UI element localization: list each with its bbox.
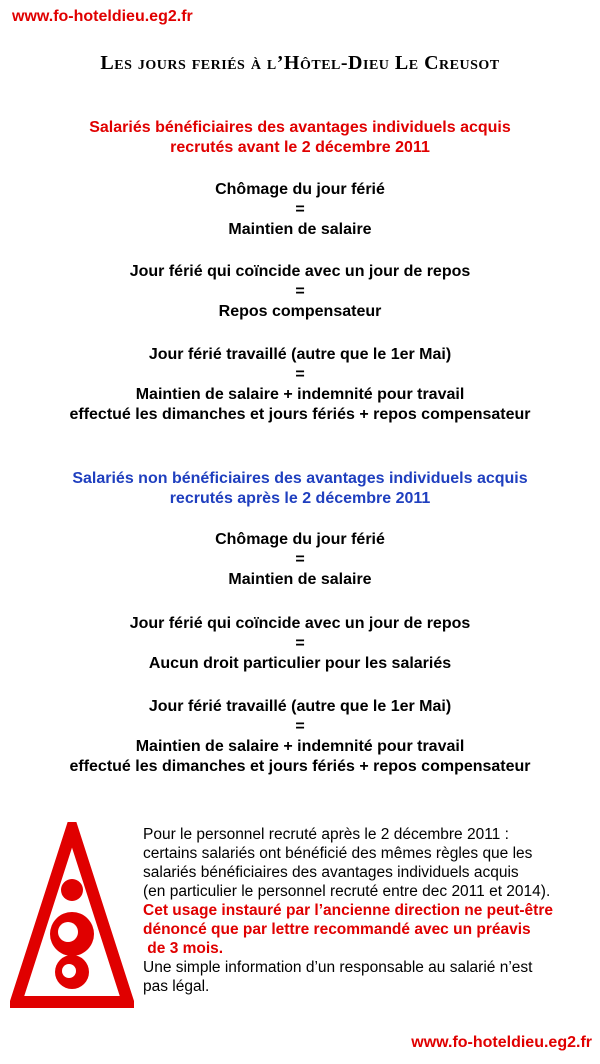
section1-heading-line: recrutés avant le 2 décembre 2011 — [170, 139, 430, 156]
warning-triangle-icon — [10, 822, 134, 1010]
section2-rule1 — [0, 530, 600, 590]
note-closing-line: pas légal. — [143, 978, 210, 995]
rule-line: = — [295, 366, 305, 383]
rule-line: Jour férié qui coïncide avec un jour de repos — [129, 615, 471, 632]
section1-heading-line: Salariés bénéficiaires des avantages individuels acquis — [89, 119, 511, 136]
footer-url-link[interactable]: www.fo-hoteldieu.eg2.fr — [411, 1034, 592, 1051]
note-warning-line: dénoncé que par lettre recommandé avec un préavis — [143, 921, 531, 938]
section2-heading-line: recrutés après le 2 décembre 2011 — [169, 490, 431, 507]
rule-line: Maintien de salaire + indemnité pour travail — [135, 738, 465, 755]
section2-heading — [0, 469, 600, 509]
rule-line: = — [295, 718, 305, 735]
rule-line: = — [295, 635, 305, 652]
note-line: Pour le personnel recruté après le 2 décembre 2011 : — [143, 826, 509, 843]
section2-rule2 — [0, 614, 600, 674]
section1-rule1 — [0, 180, 600, 240]
note-warning-line: Cet usage instauré par l’ancienne direction ne peut-être — [143, 902, 553, 919]
rule-line: Aucun droit particulier pour les salariés — [148, 655, 452, 672]
note-line: salariés bénéficiaires des avantages individuels acquis — [143, 864, 519, 881]
rule-line: Repos compensateur — [218, 303, 382, 320]
note-warning-line: de 3 mois. — [143, 940, 224, 957]
rule-line: Chômage du jour férié — [215, 531, 385, 548]
rule-line: Chômage du jour férié — [215, 181, 385, 198]
rule-line: = — [295, 551, 305, 568]
note-line: certains salariés ont bénéficié des mêmes règles que les — [143, 845, 533, 862]
rule-line: Maintien de salaire — [228, 221, 372, 238]
header-url-link[interactable]: www.fo-hoteldieu.eg2.fr — [12, 8, 193, 25]
section1-rule2 — [0, 262, 600, 322]
rule-line: Jour férié qui coïncide avec un jour de repos — [129, 263, 471, 280]
rule-line: Maintien de salaire + indemnité pour travail — [135, 386, 465, 403]
rule-line: = — [295, 201, 305, 218]
section1-rule3 — [0, 345, 600, 425]
rule-line: = — [295, 283, 305, 300]
rule-line: effectué les dimanches et jours fériés + repos compensateur — [69, 758, 531, 775]
section1-heading — [0, 118, 600, 158]
rule-line: Jour férié travaillé (autre que le 1er Mai) — [148, 346, 452, 363]
page-title: Les jours feriés à l’Hôtel-Dieu Le Creusot — [100, 52, 500, 74]
section2-heading-line: Salariés non bénéficiaires des avantages individuels acquis — [72, 470, 528, 487]
rule-line: Maintien de salaire — [228, 571, 372, 588]
rule-line: Jour férié travaillé (autre que le 1er Mai) — [148, 698, 452, 715]
rule-line: effectué les dimanches et jours fériés + repos compensateur — [69, 406, 531, 423]
note-box — [143, 825, 599, 996]
note-line: (en particulier le personnel recruté entre dec 2011 et 2014). — [143, 883, 551, 900]
section2-rule3 — [0, 697, 600, 777]
note-closing-line: Une simple information d’un responsable au salarié n’est — [143, 959, 533, 976]
